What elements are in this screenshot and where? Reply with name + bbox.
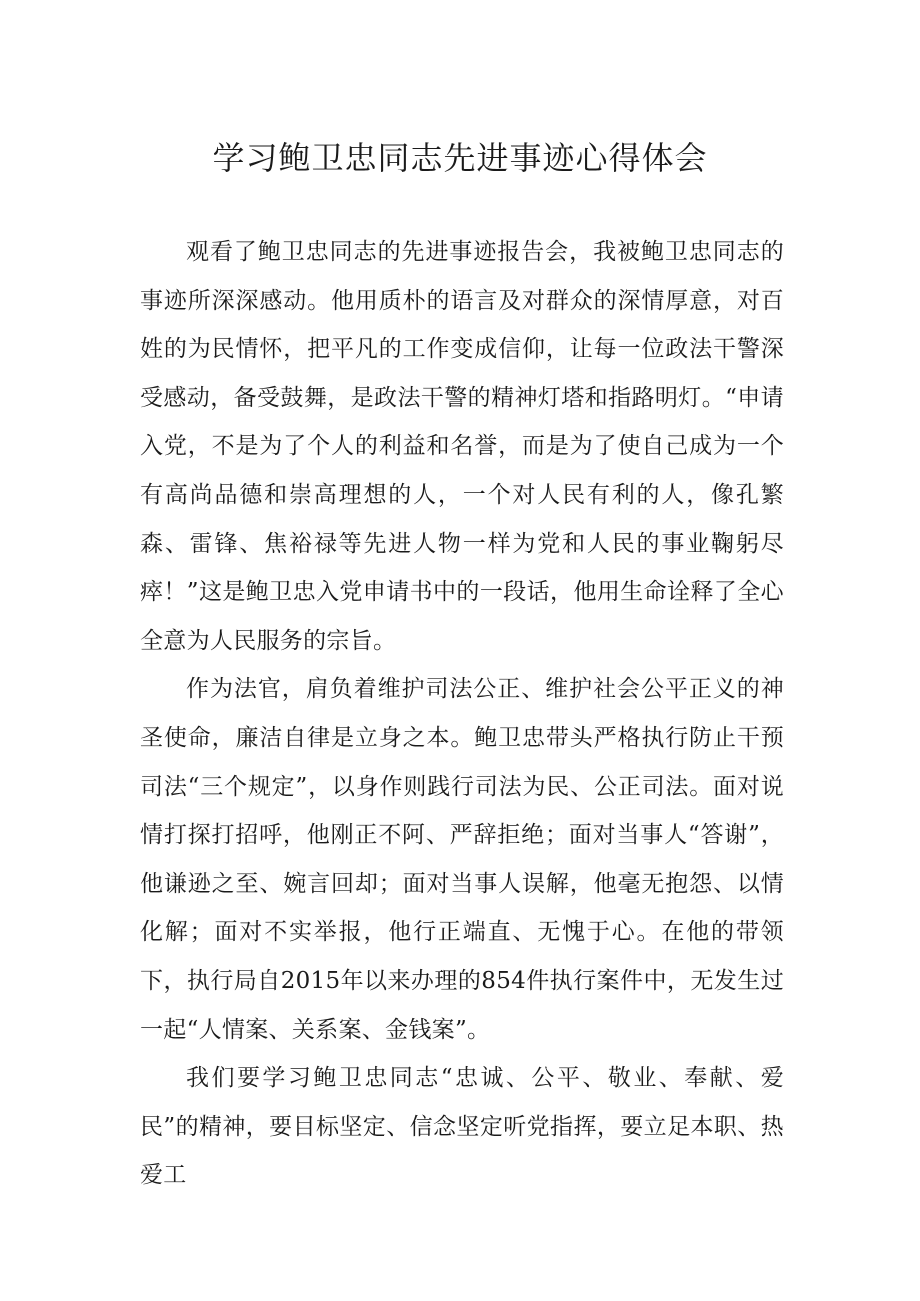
paragraph-3: 我们要学习鲍卫忠同志“忠诚、公平、敬业、奉献、爱民”的精神，要目标坚定、信念坚定听党指挥，要立足本职、热爱工 xyxy=(140,1065,784,1189)
paragraph-1: 观看了鲍卫忠同志的先进事迹报告会，我被鲍卫忠同志的事迹所深深感动。他用质朴的语言及对群众的深情厚意，对百姓的为民情怀，把平凡的工作变成信仰，让每一位政法干警深受感动，备受鼓舞，是政法干警的精神灯塔和指路明灯。“申请入党，不是为了个人的利益和名誉，而是为了使自己成为一个有高尚品德和崇高理想的人，一个对人民有利的人，像孔繁森、雷锋、焦裕禄等先进人物一样为党和人民的事业鞠躬尽瘁！”这是鲍卫忠入党申请书中的一段话，他用生命诠释了全心全意为人民服务的宗旨。 xyxy=(140,239,784,654)
document-body xyxy=(140,228,784,1200)
document-title: 学习鲍卫忠同志先进事迹心得体会 xyxy=(212,139,708,177)
paragraph-2: 作为法官，肩负着维护司法公正、维护社会公平正义的神圣使命，廉洁自律是立身之本。鲍卫忠带头严格执行防止干预司法“三个规定”，以身作则践行司法为民、公正司法。面对说情打探打招呼，他刚正不阿、严辞拒绝；面对当事人“答谢”，他谦逊之至、婉言回却；面对当事人误解，他毫无抱怨、以情化解；面对不实举报，他行正端直、无愧于心。在他的带领下，执行局自2015年以来办理的854件执行案件中，无发生过一起“人情案、关系案、金钱案”。 xyxy=(140,676,784,1043)
